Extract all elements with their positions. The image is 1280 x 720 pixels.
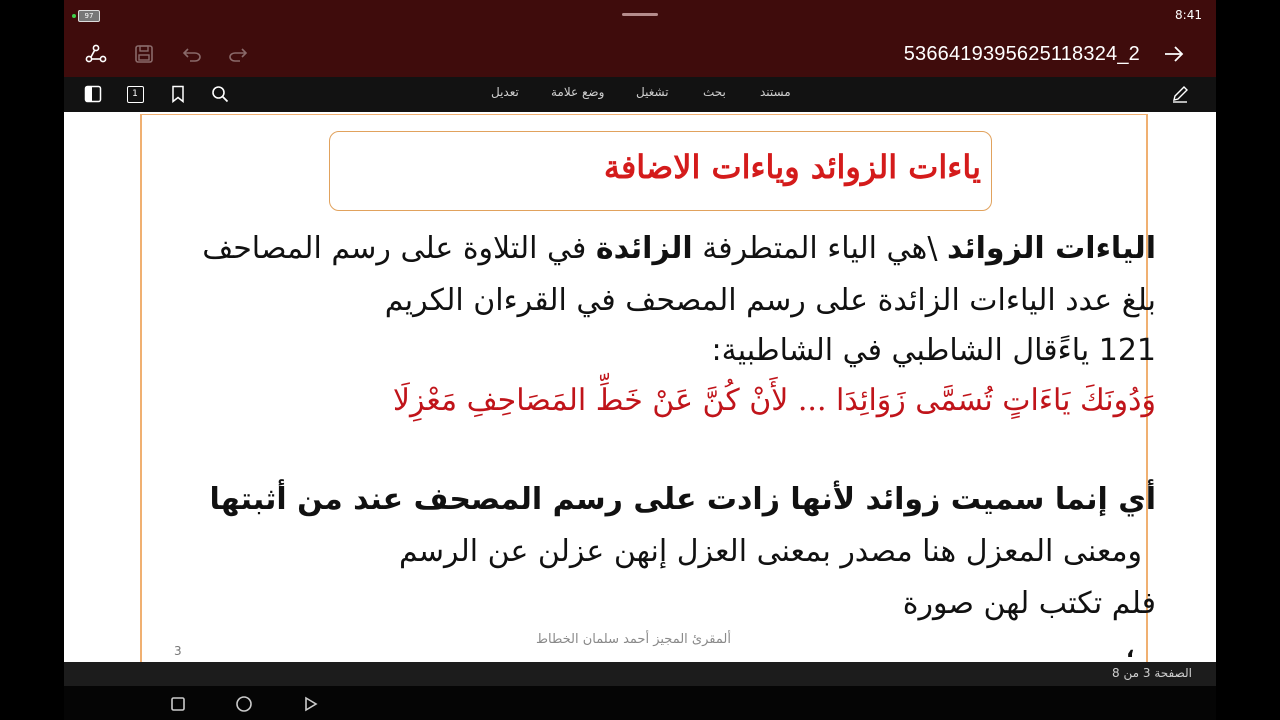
menu-play[interactable]: تشغيل bbox=[636, 85, 669, 99]
line1-part2: في التلاوة على رسم المصاحف bbox=[202, 231, 596, 266]
home-icon[interactable] bbox=[234, 694, 254, 714]
slide-title: ياءات الزوائد وياءات الاضافة bbox=[603, 148, 981, 186]
text-line-7: فلم تكتب لهن صورة bbox=[902, 586, 1156, 621]
system-nav-bar bbox=[64, 686, 1216, 720]
page-indicator: الصفحة 3 من 8 bbox=[1112, 666, 1192, 680]
line1-part1: \هي الياء المتطرفة bbox=[692, 231, 947, 266]
pen-edit-icon[interactable] bbox=[1168, 82, 1192, 106]
menu-search[interactable]: بحث bbox=[703, 85, 726, 99]
share-icon[interactable] bbox=[84, 42, 108, 66]
text-line-3: 121 ياءًقال الشاطبي في الشاطبية: bbox=[711, 333, 1156, 368]
bold-word: الزائدة bbox=[595, 231, 693, 266]
forward-arrow-icon[interactable] bbox=[1162, 42, 1186, 66]
battery-level: 97 bbox=[84, 12, 94, 20]
footer-page-number: 3 bbox=[174, 644, 182, 658]
window-grab-handle[interactable] bbox=[622, 13, 658, 16]
menu-annotate[interactable]: وضع علامة bbox=[551, 85, 605, 99]
page-indicator-bar bbox=[64, 662, 1216, 686]
footer-author: ألمقرئ المجيز أحمد سلمان الخطاط bbox=[536, 632, 731, 647]
menu-edit[interactable]: تعديل bbox=[491, 85, 519, 99]
back-icon[interactable] bbox=[300, 694, 320, 714]
battery-icon bbox=[78, 10, 100, 22]
bold-term: الياءات الزوائد bbox=[946, 231, 1156, 266]
bookmark-icon[interactable] bbox=[166, 82, 190, 106]
footer-mark: ، bbox=[1126, 638, 1135, 662]
menu-document[interactable]: مستند bbox=[760, 85, 791, 99]
text-line-5: أي إنما سميت زوائد لأنها زادت على رسم المصحف عند من أثبتها bbox=[209, 482, 1156, 517]
top-toolbar bbox=[64, 32, 1216, 77]
file-title: 5366419395625118324_2 bbox=[903, 43, 1140, 65]
text-line-1 bbox=[202, 231, 1156, 266]
poem-verse: وَدُونَكَ يَاءَاتٍ تُسَمَّى زَوَائِدَا ... لأَنْ كُنَّ عَنْ خَطِّ المَصَاحِفِ مَعْزِلَا bbox=[392, 383, 1156, 418]
app-window bbox=[64, 0, 1216, 720]
redo-icon[interactable] bbox=[226, 42, 250, 66]
status-bar bbox=[64, 0, 1216, 32]
charging-dot bbox=[72, 14, 76, 18]
menu-bar bbox=[64, 77, 1216, 112]
text-line-2: بلغ عدد الياءات الزائدة على رسم المصحف في القرءان الكريم bbox=[384, 283, 1156, 318]
search-icon[interactable] bbox=[208, 82, 232, 106]
recent-apps-icon[interactable] bbox=[168, 694, 188, 714]
page-thumb-number: 1 bbox=[127, 86, 144, 103]
page-thumbnail-icon[interactable] bbox=[123, 82, 147, 106]
text-line-6: ومعنى المعزل هنا مصدر بمعنى العزل إنهن عزلن عن الرسم bbox=[398, 534, 1142, 569]
clock: 8:41 bbox=[1175, 8, 1202, 22]
save-icon[interactable] bbox=[132, 42, 156, 66]
sidebar-toggle-icon[interactable] bbox=[81, 82, 105, 106]
document-page[interactable] bbox=[64, 112, 1216, 662]
slide-title-box bbox=[329, 131, 992, 211]
undo-icon[interactable] bbox=[180, 42, 204, 66]
